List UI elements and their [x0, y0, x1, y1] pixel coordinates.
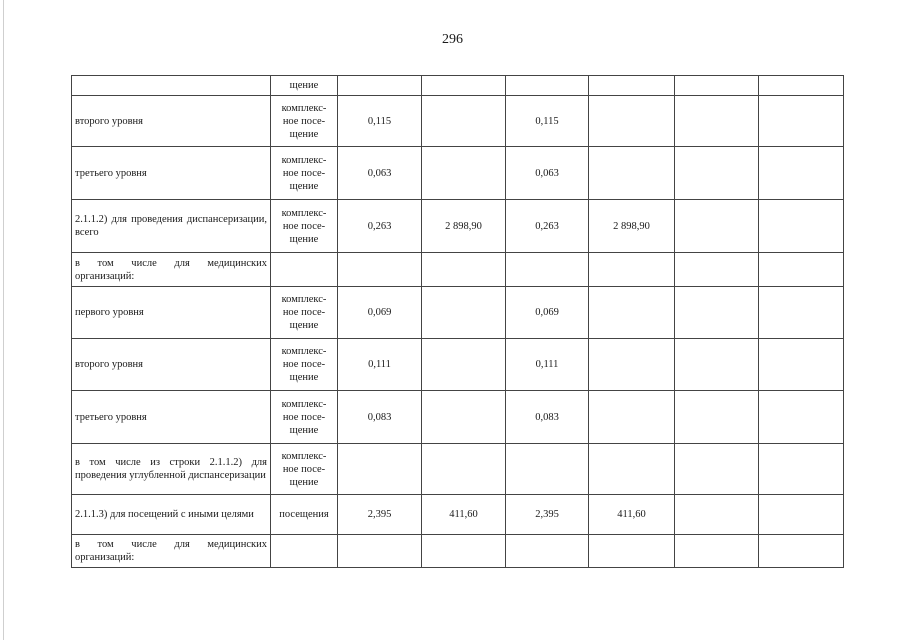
- unit-cell: [271, 253, 338, 287]
- value-cell: [759, 200, 844, 253]
- row-name-cell: 2.1.1.3) для посещений с иными целями: [72, 495, 271, 535]
- unit-cell: комплекс-ное посе-щение: [271, 339, 338, 391]
- unit-cell: комплекс-ное посе-щение: [271, 287, 338, 339]
- value-cell: 0,263: [338, 200, 422, 253]
- unit-cell: щение: [271, 76, 338, 96]
- value-cell: [422, 444, 506, 495]
- value-cell: 2,395: [338, 495, 422, 535]
- value-cell: [675, 253, 759, 287]
- value-cell: [506, 253, 589, 287]
- value-cell: [759, 339, 844, 391]
- value-cell: [422, 339, 506, 391]
- table-row: [72, 147, 844, 200]
- value-cell: [675, 535, 759, 568]
- value-cell: [589, 96, 675, 147]
- row-name-cell: третьего уровня: [72, 147, 271, 200]
- value-cell: 0,069: [338, 287, 422, 339]
- value-cell: 2 898,90: [589, 200, 675, 253]
- table-body: [72, 76, 844, 568]
- value-cell: 0,111: [506, 339, 589, 391]
- value-cell: [759, 391, 844, 444]
- table-row: [72, 391, 844, 444]
- value-cell: [759, 535, 844, 568]
- value-cell: 411,60: [422, 495, 506, 535]
- value-cell: 411,60: [589, 495, 675, 535]
- value-cell: [675, 339, 759, 391]
- value-cell: [422, 287, 506, 339]
- value-cell: [759, 253, 844, 287]
- row-name-cell: третьего уровня: [72, 391, 271, 444]
- value-cell: 0,083: [506, 391, 589, 444]
- value-cell: [506, 444, 589, 495]
- value-cell: [589, 339, 675, 391]
- value-cell: [589, 76, 675, 96]
- page-left-edge: [3, 0, 4, 640]
- value-cell: 0,063: [506, 147, 589, 200]
- value-cell: [589, 287, 675, 339]
- value-cell: 0,263: [506, 200, 589, 253]
- value-cell: [589, 535, 675, 568]
- value-cell: [675, 391, 759, 444]
- unit-cell: комплекс-ное посе-щение: [271, 96, 338, 147]
- value-cell: [675, 76, 759, 96]
- value-cell: [675, 287, 759, 339]
- value-cell: 2,395: [506, 495, 589, 535]
- value-cell: [506, 76, 589, 96]
- value-cell: [759, 495, 844, 535]
- value-cell: [759, 287, 844, 339]
- table-row: [72, 339, 844, 391]
- value-cell: [422, 253, 506, 287]
- value-cell: [422, 96, 506, 147]
- value-cell: [589, 147, 675, 200]
- value-cell: 0,083: [338, 391, 422, 444]
- value-cell: [422, 535, 506, 568]
- value-cell: [506, 535, 589, 568]
- value-cell: [422, 147, 506, 200]
- value-cell: 0,111: [338, 339, 422, 391]
- unit-cell: комплекс-ное посе-щение: [271, 200, 338, 253]
- page-number: 296: [442, 32, 463, 47]
- unit-cell: посещения: [271, 495, 338, 535]
- value-cell: 0,115: [506, 96, 589, 147]
- value-cell: [675, 147, 759, 200]
- row-name-cell: в том числе для медицинских организаций:: [72, 535, 271, 568]
- row-name-cell: [72, 76, 271, 96]
- value-cell: 0,063: [338, 147, 422, 200]
- value-cell: [675, 444, 759, 495]
- value-cell: [589, 253, 675, 287]
- value-cell: [675, 200, 759, 253]
- row-name-cell: в том числе из строки 2.1.1.2) для проведения углубленной диспансеризации: [72, 444, 271, 495]
- value-cell: [759, 96, 844, 147]
- value-cell: 0,069: [506, 287, 589, 339]
- unit-cell: комплекс-ное посе-щение: [271, 391, 338, 444]
- value-cell: [759, 76, 844, 96]
- table-row: [72, 444, 844, 495]
- value-cell: [338, 253, 422, 287]
- unit-cell: комплекс-ное посе-щение: [271, 147, 338, 200]
- value-cell: [422, 76, 506, 96]
- row-name-cell: 2.1.1.2) для проведения диспансеризации, всего: [72, 200, 271, 253]
- value-cell: [589, 391, 675, 444]
- value-cell: [422, 391, 506, 444]
- value-cell: [759, 147, 844, 200]
- row-name-cell: в том числе для медицинских организаций:: [72, 253, 271, 287]
- row-name-cell: второго уровня: [72, 339, 271, 391]
- financing-table: [71, 75, 844, 568]
- value-cell: [675, 495, 759, 535]
- value-cell: 0,115: [338, 96, 422, 147]
- table-row: [72, 96, 844, 147]
- value-cell: [675, 96, 759, 147]
- value-cell: [589, 444, 675, 495]
- value-cell: [338, 444, 422, 495]
- table-row: [72, 76, 844, 96]
- value-cell: [338, 535, 422, 568]
- table-row: [72, 200, 844, 253]
- table-row: [72, 253, 844, 287]
- table-row: [72, 535, 844, 568]
- unit-cell: комплекс-ное посе-щение: [271, 444, 338, 495]
- value-cell: [759, 444, 844, 495]
- value-cell: [338, 76, 422, 96]
- unit-cell: [271, 535, 338, 568]
- table-row: [72, 287, 844, 339]
- row-name-cell: первого уровня: [72, 287, 271, 339]
- table-row: [72, 495, 844, 535]
- row-name-cell: второго уровня: [72, 96, 271, 147]
- value-cell: 2 898,90: [422, 200, 506, 253]
